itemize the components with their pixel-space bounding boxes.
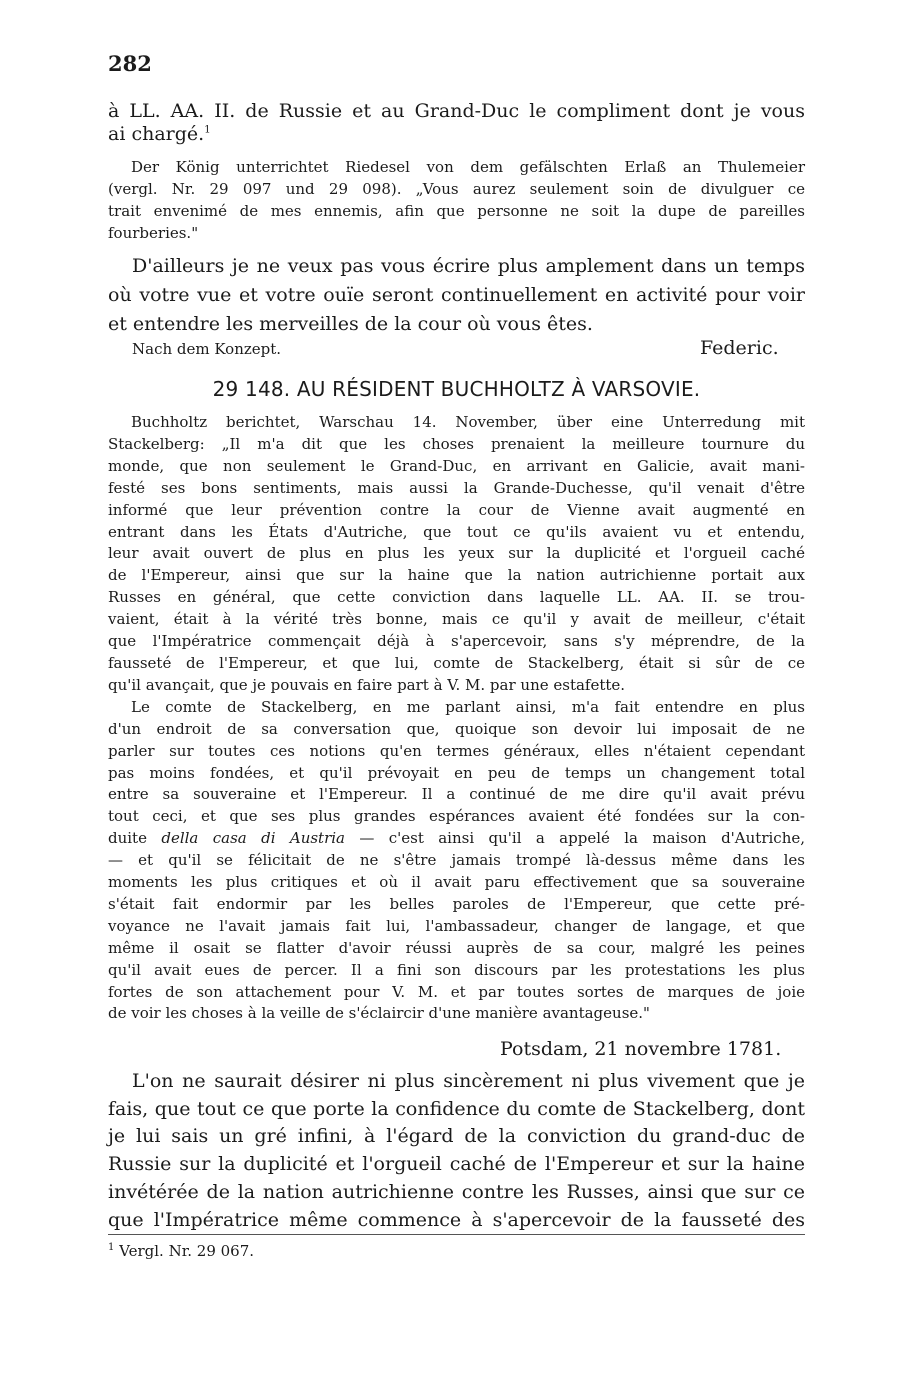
text-line: d'un endroit de sa conversation que, quoique son devoir lui imposait de ne — [108, 719, 805, 738]
page-number: 282 — [108, 51, 152, 76]
text-line: de l'Empereur, ainsi que sur la haine que la nation autrichienne portait aux — [108, 566, 805, 585]
text-line: Russie sur la duplicité et l'orgueil caché de l'Empereur et sur la haine — [108, 1153, 805, 1176]
footnote-text: Vergl. Nr. 29 067. — [119, 1242, 255, 1260]
text-line: entrant dans les États d'Autriche, que tout ce qu'ils avaient vu et entendu, — [108, 522, 805, 541]
footnote-marker: 1 — [108, 1242, 115, 1253]
text-line: fausseté de l'Empereur, et que lui, comte de Stackelberg, était si sûr de ce — [108, 653, 805, 672]
text-line: fourberies." — [108, 223, 199, 242]
text-line: Buchholtz berichtet, Warschau 14. November, über eine Unterredung mit — [131, 413, 805, 431]
text-line: invétérée de la nation autrichienne contre les Russes, ainsi que sur ce — [108, 1180, 805, 1203]
text-line: pas moins fondées, et qu'il prévoyait en peu de temps un changement total — [108, 763, 805, 782]
text-line: fortes de son attachement pour V. M. et par toutes sortes de marques de joie — [108, 982, 805, 1001]
source-note: Nach dem Konzept. — [132, 340, 282, 358]
text-line: s'était fait endormir par les belles paroles de l'Empereur, que cette pré- — [108, 894, 805, 913]
signature: Federic. — [700, 337, 779, 359]
footnote-marker: 1 — [204, 124, 211, 136]
text-line: et entendre les merveilles de la cour où vous êtes. — [108, 313, 593, 335]
text-line: tout ceci, et que ses plus grandes espérances avaient été fondées sur la con- — [108, 807, 805, 826]
document-heading: 29 148. AU RÉSIDENT BUCHHOLTZ À VARSOVIE. — [212, 377, 701, 401]
report-summary — [108, 412, 805, 1025]
text-line: Russes en général, que cette conviction dans laquelle LL. AA. II. se trou- — [108, 588, 805, 607]
text-line: je lui sais un gré infini, à l'égard de la conviction du grand-duc de — [108, 1125, 805, 1148]
text-line: que l'Impératrice commençait déjà à s'apercevoir, sans s'y méprendre, de la — [108, 632, 805, 651]
footnote — [108, 1242, 254, 1260]
text-line — [108, 123, 805, 146]
text-line: Stackelberg: „Il m'a dit que les choses prenaient la meilleure tournure du — [108, 434, 805, 453]
text-span: duite — [108, 829, 162, 848]
text-line: que l'Impératrice même commence à s'apercevoir de la fausseté des — [108, 1208, 805, 1231]
text-span: — c'est ainsi qu'il a appelé la maison d'Autriche, — [345, 829, 806, 848]
text-line: où votre vue et votre ouïe seront continuellement en activité pour voir — [108, 284, 805, 306]
letter-paragraph — [108, 252, 805, 339]
text-line: — et qu'il se félicitait de ne s'être jamais trompé là-dessus même dans les — [108, 851, 805, 870]
text-line-with-italic — [108, 828, 805, 850]
text-line: trait envenimé de mes ennemis, afin que personne ne soit la dupe de pareilles — [108, 201, 805, 220]
editorial-note — [108, 157, 805, 245]
opening-paragraph — [108, 100, 805, 145]
text-line: entre sa souveraine et l'Empereur. Il a continué de me dire qu'il avait prévu — [108, 785, 805, 804]
text-line: D'ailleurs je ne veux pas vous écrire plus amplement dans un temps — [132, 255, 805, 277]
text-line: qu'il avait eues de percer. Il a fini son discours par les protestations les plus — [108, 960, 805, 979]
text-line: leur avait ouvert de plus en plus les yeux sur la duplicité et l'orgueil caché — [108, 544, 805, 563]
text-line: L'on ne saurait désirer ni plus sincèrement ni plus vivement que je — [132, 1070, 805, 1092]
text-line: qu'il avançait, que je pouvais en faire part à V. M. par une estafette. — [108, 675, 626, 694]
text-span: ai chargé. — [108, 122, 205, 145]
text-line: informé que leur prévention contre la cour de Vienne avait augmenté en — [108, 500, 805, 519]
text-line: voyance ne l'avait jamais fait lui, l'ambassadeur, changer de langage, et que — [108, 916, 805, 935]
text-line: parler sur toutes ces notions qu'en termes généraux, elles n'étaient cependant — [108, 741, 805, 760]
text-line: moments les plus critiques et où il avait paru effectivement que sa souveraine — [108, 873, 805, 892]
text-line: (vergl. Nr. 29 097 und 29 098). „Vous aurez seulement soin de divulguer ce — [108, 179, 805, 198]
letter-body — [108, 1068, 805, 1234]
text-line: Der König unterrichtet Riedesel von dem gefälschten Erlaß an Thulemeier — [131, 158, 805, 176]
text-line: Le comte de Stackelberg, en me parlant ainsi, m'a fait entendre en plus — [131, 697, 805, 716]
text-line: de voir les choses à la veille de s'éclaircir d'une manière avantageuse." — [108, 1004, 650, 1023]
text-line: fais, que tout ce que porte la confidence du comte de Stackelberg, dont — [108, 1097, 805, 1120]
italic-phrase: della casa di Austria — [161, 829, 345, 848]
text-line: à LL. AA. II. de Russie et au Grand-Duc le compliment dont je vous — [108, 100, 805, 122]
dateline: Potsdam, 21 novembre 1781. — [500, 1038, 782, 1060]
footnote-divider — [108, 1234, 805, 1235]
text-line: festé ses bons sentiments, mais aussi la Grande-Duchesse, qu'il venait d'être — [108, 478, 805, 497]
text-line: même il osait se flatter d'avoir réussi auprès de sa cour, malgré les peines — [108, 938, 805, 957]
text-line: vaient, était à la vérité très bonne, mais ce qu'il y avait de meilleur, c'était — [108, 610, 805, 629]
text-line: monde, que non seulement le Grand-Duc, en arrivant en Galicie, avait mani- — [108, 456, 805, 475]
